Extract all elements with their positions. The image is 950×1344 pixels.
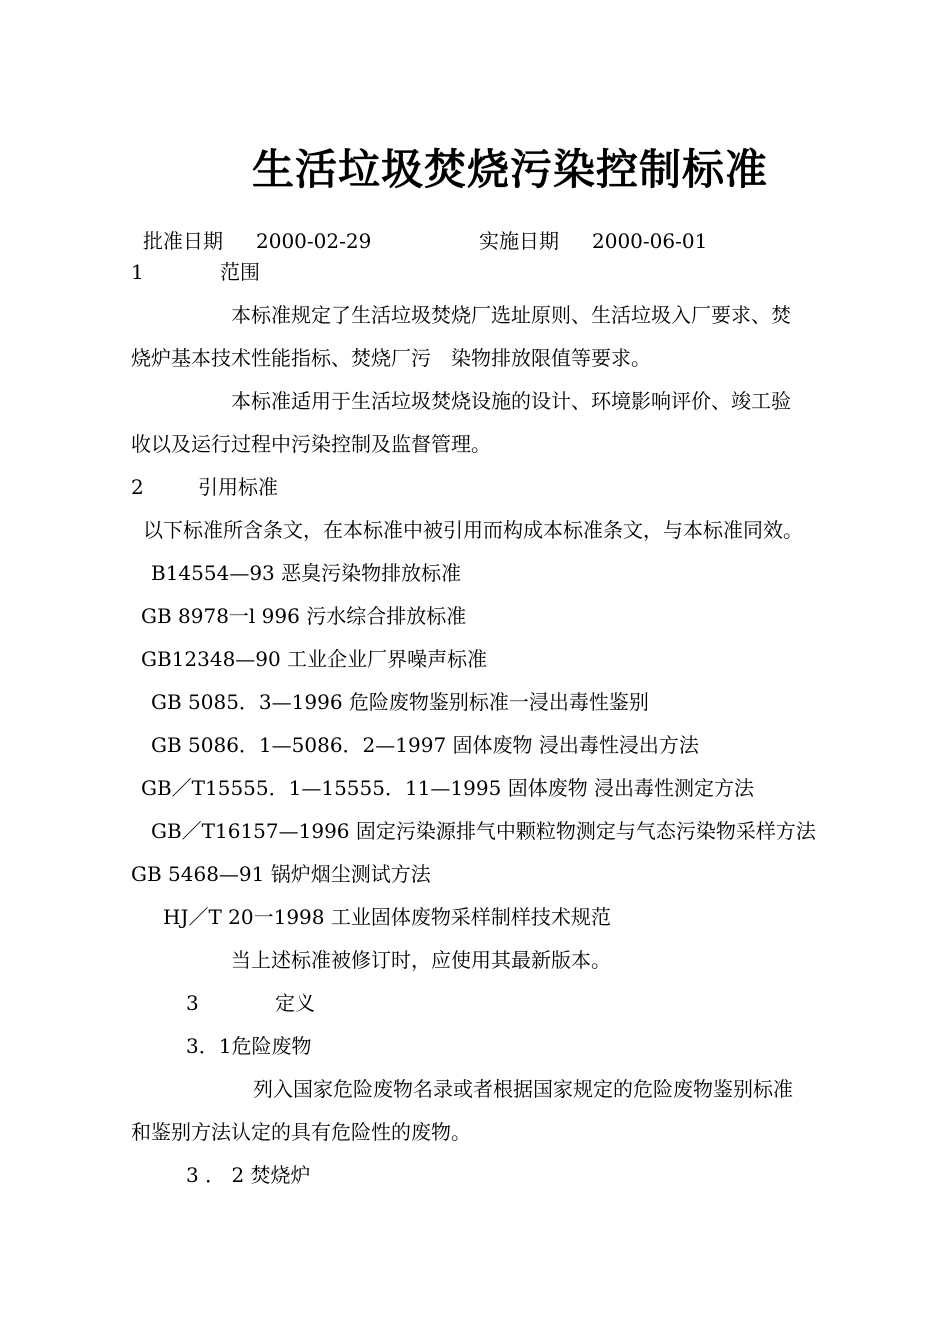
reference-item: B14554—93 恶臭污染物排放标准: [151, 561, 462, 585]
reference-item: HJ／T 20一1998 工业固体废物采样制样技术规范: [163, 905, 611, 929]
subsection-3-1-title: 3．1危险废物: [186, 1034, 312, 1058]
section-2-intro: 以下标准所含条文，在本标准中被引用而构成本标准条文，与本标准同效。: [143, 518, 803, 542]
section-1-paragraph-1-line-1: 本标准规定了生活垃圾焚烧厂选址原则、生活垃圾入厂要求、焚: [231, 303, 791, 327]
section-1-paragraph-1-line-2: 烧炉基本技术性能指标、焚烧厂污 染物排放限值等要求。: [131, 346, 651, 370]
subsection-3-1-line-1: 列入国家危险废物名录或者根据国家规定的危险废物鉴别标准: [253, 1077, 793, 1101]
reference-item: GB 8978一l 996 污水综合排放标准: [141, 604, 467, 628]
section-1-paragraph-2-line-2: 收以及运行过程中污染控制及监督管理。: [131, 432, 491, 456]
effective-label: 实施日期: [479, 229, 559, 253]
reference-item: GB 5468—91 锅炉烟尘测试方法: [131, 862, 431, 886]
document-title: 生活垃圾焚烧污染控制标准: [251, 145, 768, 194]
subsection-3-1-line-2: 和鉴别方法认定的具有危险性的废物。: [131, 1120, 471, 1144]
section-1-title: 范围: [220, 260, 260, 284]
subsection-3-2-title: 3 ． 2 焚烧炉: [186, 1163, 311, 1187]
reference-item: GB12348—90 工业企业厂界噪声标准: [141, 647, 488, 671]
section-1-paragraph-2-line-1: 本标准适用于生活垃圾焚烧设施的设计、环境影响评价、竣工验: [231, 389, 791, 413]
section-2-number: 2: [131, 475, 144, 499]
reference-item: GB／T15555．1—15555．11—1995 固体废物 浸出毒性测定方法: [141, 776, 755, 800]
approval-label: 批准日期: [143, 229, 223, 253]
section-1-number: 1: [131, 260, 144, 284]
approval-date: 2000-02-29: [256, 229, 372, 253]
section-2-title: 引用标准: [198, 475, 278, 499]
reference-item: GB 5085．3—1996 危险废物鉴别标准一浸出毒性鉴别: [151, 690, 649, 714]
section-3-number: 3: [186, 991, 199, 1015]
reference-item: GB／T16157—1996 固定污染源排气中颗粒物测定与气态污染物采样方法: [151, 819, 816, 843]
reference-item: GB 5086．1—5086．2—1997 固体废物 浸出毒性浸出方法: [151, 733, 699, 757]
section-2-note: 当上述标准被修订时，应使用其最新版本。: [231, 948, 611, 972]
effective-date: 2000-06-01: [592, 229, 708, 253]
section-3-title: 定义: [275, 991, 315, 1015]
